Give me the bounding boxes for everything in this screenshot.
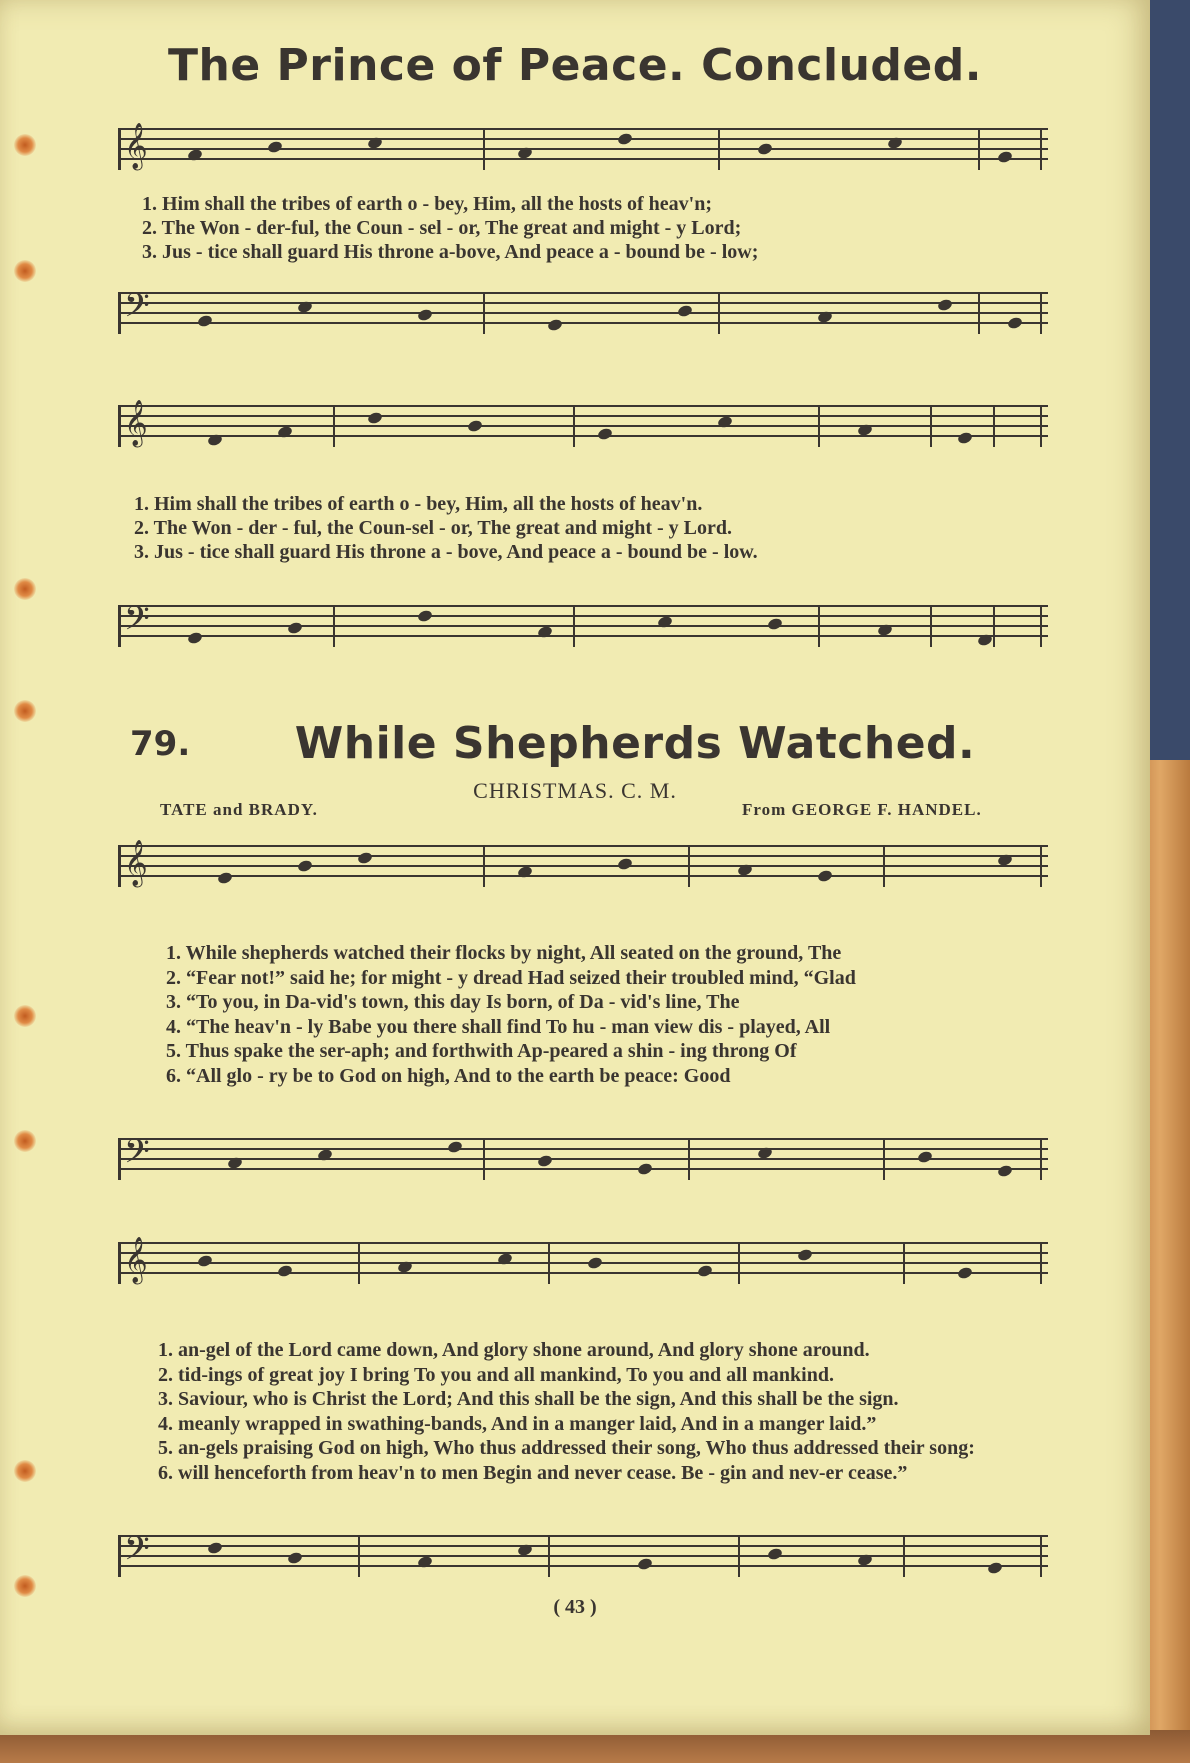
bass-clef-icon: 𝄢	[124, 1530, 150, 1576]
lyric-line: 1. an-gel of the Lord came down, And glory shone around, And glory shone around.	[158, 1339, 870, 1361]
binding-hole	[14, 700, 36, 722]
lyric-line: 2. “Fear not!” said he; for might - y dread Had seized their troubled mind, “Glad	[166, 966, 856, 989]
binding-hole	[14, 260, 36, 282]
song-title: While Shepherds Watched.	[294, 718, 976, 769]
bass-staff	[118, 287, 1048, 333]
binding-hole	[14, 1575, 36, 1597]
lyric-line: 1. Him shall the tribes of earth o - bey, Him, all the hosts of heav'n.	[134, 493, 703, 515]
verse-lyrics	[158, 1338, 1038, 1485]
treble-staff	[118, 123, 1048, 169]
lyric-line: 2. The Won - der-ful, the Coun - sel - or, The great and might - y Lord;	[142, 217, 742, 239]
lyric-line: 3. “To you, in Da-vid's town, this day Is born, of Da - vid's line, The	[166, 991, 740, 1013]
words-credit: TATE and BRADY.	[160, 800, 318, 819]
music-credit: From GEORGE F. HANDEL.	[742, 800, 982, 819]
lyric-line: 3. Jus - tice shall guard His throne a - bove, And peace a - bound be - low.	[134, 541, 758, 563]
treble-staff	[118, 840, 1048, 886]
verse-lyrics	[166, 941, 1046, 1088]
binding-hole	[14, 134, 36, 156]
bass-staff	[118, 1133, 1048, 1179]
bass-clef-icon: 𝄢	[124, 1133, 150, 1179]
binding-hole	[14, 578, 36, 600]
hymn-number: 79.	[130, 724, 191, 764]
lyric-line: 6. “All glo - ry be to God on high, And to the earth be peace: Good	[166, 1064, 731, 1087]
page-number: ( 43 )	[553, 1596, 597, 1618]
treble-clef-icon: 𝄞	[124, 123, 148, 169]
binding-hole	[14, 1005, 36, 1027]
verse-lyrics	[134, 492, 1014, 564]
treble-clef-icon: 𝄞	[124, 1237, 148, 1283]
treble-clef-icon: 𝄞	[124, 400, 148, 446]
bass-clef-icon: 𝄢	[124, 600, 150, 646]
lyric-line: 4. “The heav'n - ly Babe you there shall find To hu - man view dis - played, All	[166, 1015, 831, 1038]
bass-staff	[118, 600, 1048, 646]
treble-staff	[118, 400, 1048, 446]
verse-lyrics	[142, 192, 1022, 264]
treble-clef-icon: 𝄞	[124, 840, 148, 886]
tune-name: CHRISTMAS. C. M.	[473, 778, 677, 803]
treble-staff	[118, 1237, 1048, 1283]
lyric-line: 2. The Won - der - ful, the Coun-sel - or, The great and might - y Lord.	[134, 517, 733, 539]
lyric-line: 4. meanly wrapped in swathing-bands, And in a manger laid, And in a manger laid.”	[158, 1412, 877, 1435]
lyric-line: 3. Saviour, who is Christ the Lord; And this shall be the sign, And this shall be the sign.	[158, 1388, 899, 1410]
bass-clef-icon: 𝄢	[124, 287, 150, 333]
binding-hole	[14, 1130, 36, 1152]
lyric-line: 3. Jus - tice shall guard His throne a-bove, And peace a - bound be - low;	[142, 241, 759, 263]
binding-hole	[14, 1460, 36, 1482]
lyric-line: 2. tid-ings of great joy I bring To you and all mankind, To you and all mankind.	[158, 1363, 834, 1386]
lyric-line: 1. While shepherds watched their flocks by night, All seated on the ground, The	[166, 942, 842, 964]
lyric-line: 5. an-gels praising God on high, Who thus addressed their song, Who thus addressed their song:	[158, 1437, 975, 1459]
lyric-line: 1. Him shall the tribes of earth o - bey, Him, all the hosts of heav'n;	[142, 193, 712, 215]
lyric-line: 6. will henceforth from heav'n to men Begin and never cease. Be - gin and nev-er cease.”	[158, 1461, 908, 1484]
lyric-line: 5. Thus spake the ser-aph; and forthwith Ap-peared a shin - ing throng Of	[166, 1040, 797, 1062]
bass-staff	[118, 1530, 1048, 1576]
song-title: The Prince of Peace. Concluded.	[168, 40, 982, 91]
